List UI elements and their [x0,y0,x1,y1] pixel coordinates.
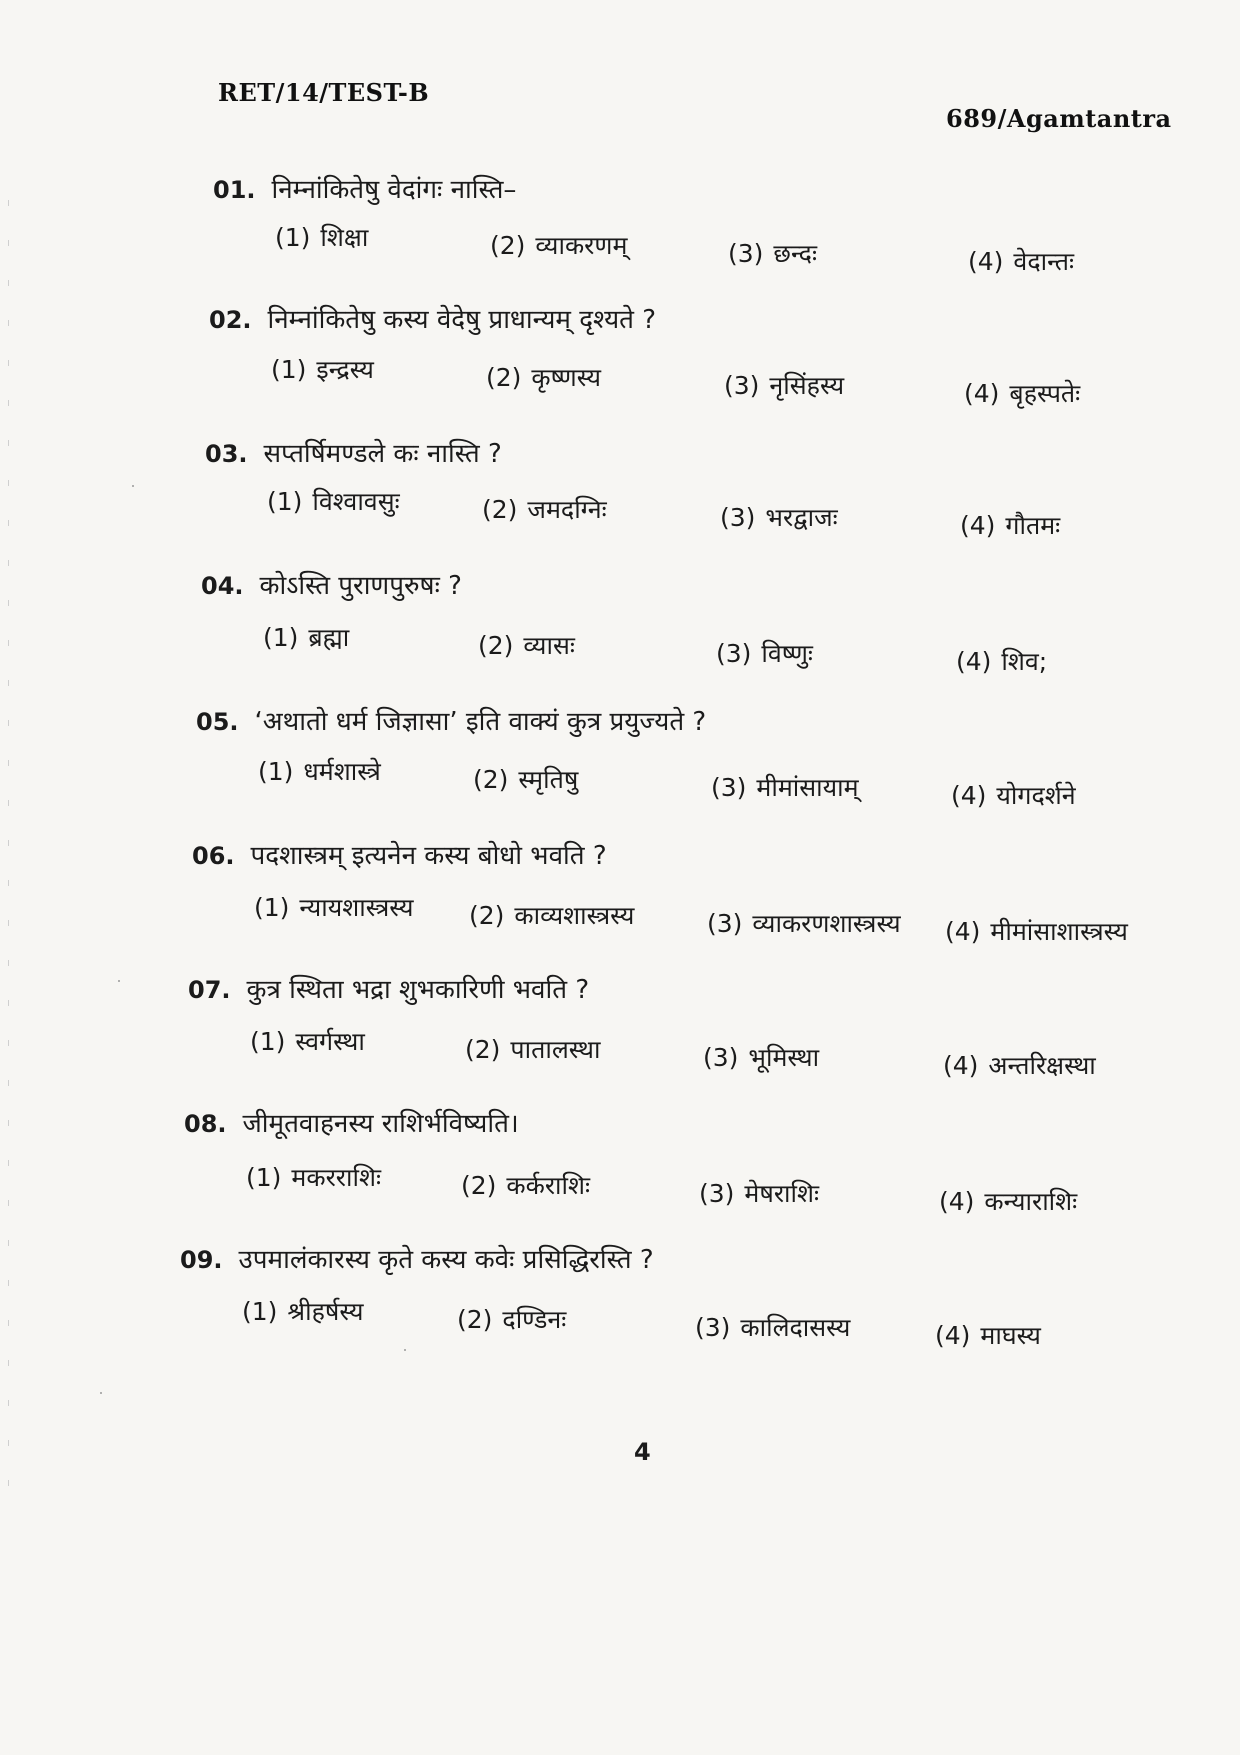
option-text: स्वर्गस्था [295,1027,365,1056]
option-1 [250,1024,365,1058]
option-text: भूमिस्था [748,1043,820,1072]
option-number: (3) [716,639,752,668]
question-line [201,566,462,602]
option-text: भरद्वाजः [765,503,838,532]
paper-code: RET/14/TEST-B [218,78,430,107]
option-4 [935,1318,1041,1352]
option-text: स्मृतिषु [518,765,579,794]
question-line [180,1240,654,1276]
option-number: (3) [707,909,743,938]
option-2 [465,1032,600,1066]
option-text: योगदर्शने [996,781,1076,810]
option-4 [943,1048,1096,1082]
option-3 [720,500,838,534]
question-text: उपमालंकारस्य कृते कस्य कवेः प्रसिद्धिरस्ति ? [238,1245,654,1275]
option-number: (2) [486,363,522,392]
option-2 [490,228,627,262]
option-number: (1) [250,1027,286,1056]
option-1 [254,890,414,924]
option-text: कालिदासस्य [740,1313,851,1342]
option-1 [258,754,381,788]
option-number: (4) [960,511,996,540]
question-text: सप्तर्षिमण्डले कः नास्ति ? [263,439,502,469]
scan-speck [118,980,120,982]
option-number: (3) [720,503,756,532]
option-number: (2) [457,1305,493,1334]
option-number: (2) [473,765,509,794]
option-text: मेषराशिः [744,1179,820,1208]
question-text: जीमूतवाहनस्य राशिर्भविष्यति। [242,1109,519,1139]
option-4 [960,508,1060,542]
scan-edge-artifact [8,200,9,1500]
option-3 [711,770,859,804]
option-number: (4) [935,1321,971,1350]
option-2 [482,492,607,526]
scan-speck [132,485,134,487]
question-number: 04. [201,572,244,600]
option-number: (1) [242,1297,278,1326]
option-4 [964,376,1080,410]
option-number: (2) [469,901,505,930]
option-number: (2) [465,1035,501,1064]
option-number: (3) [728,239,764,268]
question-text: ‘अथातो धर्म जिज्ञासा’ इति वाक्यं कुत्र प्रयुज्यते ? [254,707,707,737]
option-1 [263,620,349,654]
question-line [192,836,607,872]
question-number: 09. [180,1246,223,1274]
option-2 [469,898,634,932]
option-number: (4) [939,1187,975,1216]
option-3 [728,236,817,270]
option-4 [956,644,1047,678]
option-text: वेदान्तः [1013,247,1075,276]
option-2 [473,762,578,796]
option-4 [951,778,1076,812]
option-text: विष्णुः [761,639,813,668]
option-text: इन्द्रस्य [316,355,374,384]
option-number: (1) [275,223,311,252]
option-text: व्याकरणम् [535,231,628,260]
question-number: 08. [184,1110,227,1138]
option-text: न्यायशास्त्रस्य [299,893,414,922]
option-number: (4) [951,781,987,810]
option-text: धर्मशास्त्रे [303,757,381,786]
option-text: कन्याराशिः [984,1187,1078,1216]
question-number: 01. [213,176,256,204]
option-number: (3) [724,371,760,400]
option-1 [246,1160,381,1194]
option-text: मीमांसायाम् [756,773,859,802]
option-4 [945,914,1128,948]
option-text: शिक्षा [320,223,369,252]
option-2 [478,628,575,662]
option-text: कर्कराशिः [506,1171,591,1200]
question-line [196,702,706,738]
option-text: काव्यशास्त्रस्य [514,901,635,930]
option-3 [695,1310,850,1344]
option-text: व्याकरणशास्त्रस्य [752,909,901,938]
question-text: कोऽस्ति पुराणपुरुषः ? [259,571,462,601]
option-text: विश्वावसुः [312,487,400,516]
question-text: निम्नांकितेषु वेदांगः नास्ति– [271,175,517,205]
option-2 [486,360,601,394]
option-text: मकरराशिः [291,1163,382,1192]
option-text: कृष्णस्य [531,363,601,392]
option-4 [939,1184,1077,1218]
option-number: (4) [964,379,1000,408]
option-text: गौतमः [1005,511,1061,540]
option-text: व्यासः [523,631,575,660]
question-number: 05. [196,708,239,736]
scan-speck [404,1349,406,1351]
option-number: (1) [246,1163,282,1192]
option-1 [242,1294,364,1328]
option-4 [968,244,1074,278]
option-number: (1) [258,757,294,786]
scan-speck [100,1392,102,1394]
option-text: दण्डिनः [502,1305,567,1334]
question-text: कुत्र स्थिता भद्रा शुभकारिणी भवति ? [246,975,590,1005]
option-number: (3) [695,1313,731,1342]
option-3 [724,368,844,402]
option-number: (1) [271,355,307,384]
option-1 [267,484,400,518]
option-text: छन्दः [773,239,817,268]
option-number: (4) [956,647,992,676]
option-text: शिव; [1001,647,1048,676]
option-text: मीमांसाशास्त्रस्य [990,917,1128,946]
question-line [205,434,502,470]
subject-code: 689/Agamtantra [946,104,1172,133]
option-3 [716,636,813,670]
option-number: (4) [945,917,981,946]
option-3 [703,1040,819,1074]
option-text: पातालस्था [510,1035,601,1064]
option-text: ब्रह्मा [308,623,350,652]
option-1 [275,220,368,254]
option-1 [271,352,374,386]
question-line [209,300,656,336]
question-line [184,1104,519,1140]
option-number: (2) [461,1171,497,1200]
option-text: बृहस्पतेः [1009,379,1081,408]
question-text: पदशास्त्रम् इत्यनेन कस्य बोधो भवति ? [250,841,607,871]
option-number: (1) [263,623,299,652]
question-number: 06. [192,842,235,870]
question-number: 02. [209,306,252,334]
option-3 [707,906,901,940]
option-number: (1) [267,487,303,516]
option-number: (3) [699,1179,735,1208]
option-2 [457,1302,566,1336]
question-text: निम्नांकितेषु कस्य वेदेषु प्राधान्यम् दृश्यते ? [267,305,657,335]
question-line [188,970,589,1006]
question-line [213,170,516,206]
option-number: (3) [711,773,747,802]
option-3 [699,1176,819,1210]
option-number: (2) [478,631,514,660]
option-text: जमदग्निः [527,495,607,524]
option-number: (4) [968,247,1004,276]
option-number: (4) [943,1051,979,1080]
question-number: 07. [188,976,231,1004]
question-number: 03. [205,440,248,468]
option-2 [461,1168,590,1202]
option-text: नृसिंहस्य [769,371,845,400]
option-text: माघस्य [980,1321,1041,1350]
option-text: श्रीहर्षस्य [287,1297,364,1326]
option-number: (1) [254,893,290,922]
page-number: 4 [634,1438,651,1466]
option-number: (2) [482,495,518,524]
option-number: (2) [490,231,526,260]
option-number: (3) [703,1043,739,1072]
option-text: अन्तरिक्षस्था [988,1051,1096,1080]
